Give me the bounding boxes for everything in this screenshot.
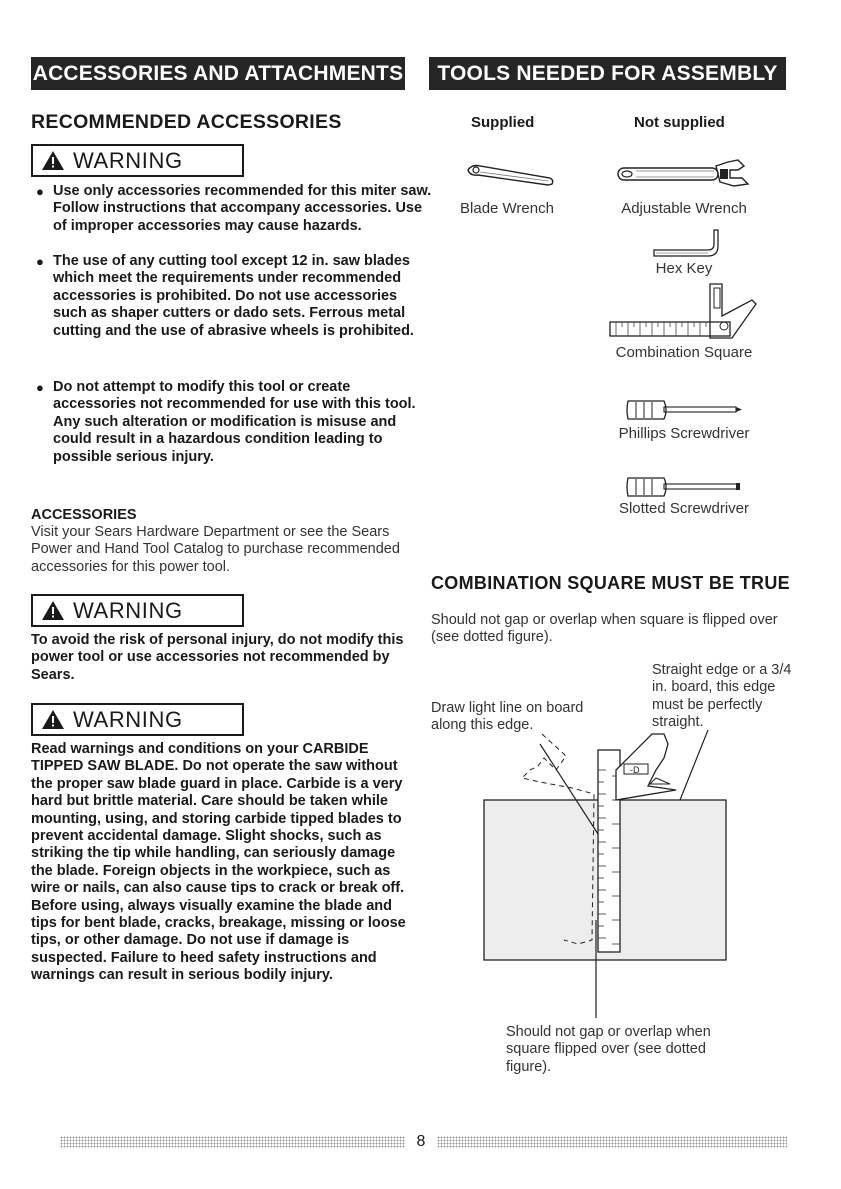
draw-line-label: Draw light line on board along this edge.	[431, 700, 584, 734]
warning-bullet-1	[36, 183, 433, 235]
slotted-screwdriver-label: Slotted Screwdriver	[618, 500, 750, 517]
square-check-diagram	[480, 730, 740, 1020]
warning-bullet-text: The use of any cutting tool except 12 in. saw blades which meet the requirements under recommended accessories is prohibited. Do not use accessories such as shaper cutters or dado sets. Ferrous metal cutting and the use of abrasive wheels is prohibited.	[53, 253, 414, 339]
warning-icon	[41, 150, 65, 171]
warning-label: WARNING	[73, 147, 183, 173]
bullet-icon: ●	[36, 254, 44, 269]
bullet-icon: ●	[36, 184, 44, 199]
page-number: 8	[416, 1133, 426, 1150]
not-supplied-heading: Not supplied	[634, 114, 725, 131]
phillips-screwdriver-icon	[624, 395, 744, 425]
footer-divider-left	[60, 1136, 405, 1148]
adjustable-wrench-icon	[616, 158, 752, 188]
warning-box-3	[31, 703, 244, 736]
warning-label: WARNING	[73, 706, 183, 732]
bullet-icon: ●	[36, 380, 44, 395]
warning3-text: Read warnings and conditions on your CARBIDE TIPPED SAW BLADE. Do not operate the saw without the proper saw blade guard in place. Carbide is a very hard but brittle material. Care should be taken while mounting, using, and storing carbide tipped blades to prevent accidental damage. Slight shocks, such as striking the tip while handling, can seriously damage the blade. Foreign objects in the workpiece, such as wire or nails, can also cause tips to crack or break off. Before using, always visually examine the blade and tips for bent blade, cracks, breakage, missing or loose tips, or other damage. Do not use if damage is suspected. Failure to heed safety instructions and warnings can result in serious bodily injury.	[31, 741, 406, 984]
supplied-heading: Supplied	[471, 114, 535, 131]
warning-box-1	[31, 144, 244, 177]
phillips-screwdriver-label: Phillips Screwdriver	[618, 425, 750, 442]
recommended-accessories-title: RECOMMENDED ACCESSORIES	[31, 111, 342, 133]
straight-edge-label: Straight edge or a 3/4 in. board, this edge must be perfectly straight.	[652, 662, 792, 731]
tools-banner: TOOLS NEEDED FOR ASSEMBLY	[429, 57, 786, 90]
combination-square-title: COMBINATION SQUARE MUST BE TRUE	[431, 573, 790, 593]
accessories-text: Visit your Sears Hardware Department or see the Sears Power and Hand Tool Catalog to purchase recommended accessories for this power tool.	[31, 524, 400, 575]
blade-wrench-icon	[466, 162, 556, 188]
warning-label: WARNING	[73, 597, 183, 623]
footer-divider-right	[437, 1136, 787, 1148]
slotted-screwdriver-icon	[624, 472, 744, 502]
warning-bullet-3	[36, 379, 433, 466]
warning-icon	[41, 600, 65, 621]
warning-bullet-text: Use only accessories recommended for this miter saw. Follow instructions that accompany accessories. Use of improper accessories may cause hazards.	[53, 183, 432, 234]
warning-icon	[41, 709, 65, 730]
gap-overlap-label: Should not gap or overlap when square flipped over (see dotted figure).	[506, 1024, 711, 1075]
hex-key-label: Hex Key	[655, 260, 713, 277]
warning-box-2	[31, 594, 244, 627]
adjustable-wrench-label: Adjustable Wrench	[621, 200, 747, 217]
warning2-text: To avoid the risk of personal injury, do not modify this power tool or use accessories not recommended by Sears.	[31, 632, 404, 683]
accessories-banner: ACCESSORIES AND ATTACHMENTS	[31, 57, 405, 90]
warning-bullet-2	[36, 253, 433, 340]
svg-text:-D: -D	[630, 765, 640, 775]
combination-square-icon	[606, 280, 758, 342]
hex-key-icon	[650, 228, 722, 260]
blade-wrench-label: Blade Wrench	[460, 200, 554, 217]
accessories-heading: ACCESSORIES	[31, 507, 137, 523]
combination-square-text: Should not gap or overlap when square is flipped over (see dotted figure).	[431, 612, 778, 646]
combination-square-label: Combination Square	[615, 344, 753, 361]
warning-bullet-text: Do not attempt to modify this tool or create accessories not recommended for use with this tool. Any such alteration or modification is misuse and could result in a hazardous condition leading to possible serious injury.	[53, 379, 416, 465]
